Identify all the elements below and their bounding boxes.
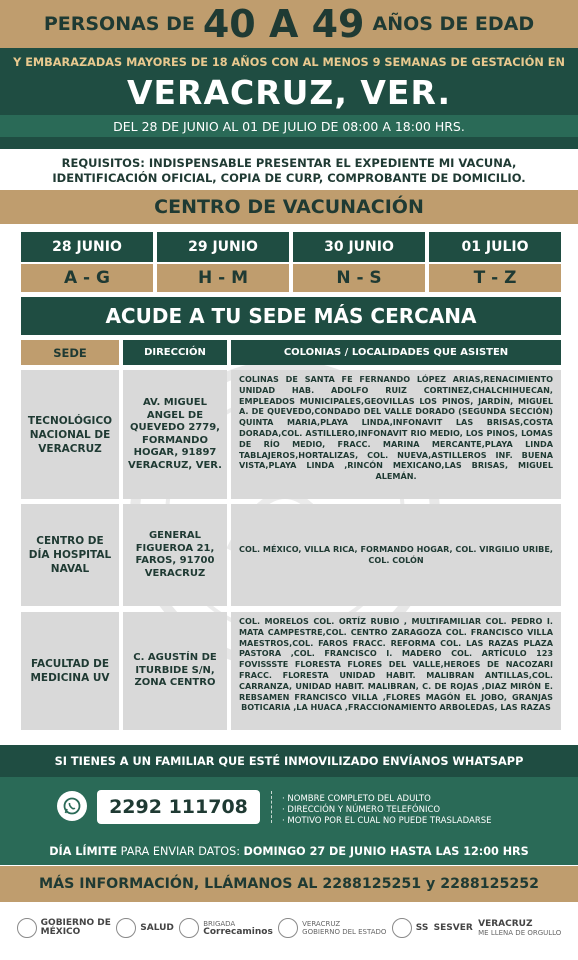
requirements-text <box>20 156 558 186</box>
deadline-label: DÍA LÍMITE <box>49 845 118 858</box>
salud-seal-icon <box>116 918 136 938</box>
schedule-letter-range: T - Z <box>429 264 561 292</box>
logo-subtext: ME LLENA DE ORGULLO <box>478 928 562 937</box>
logo-text: VERACRUZ <box>478 918 533 929</box>
sede-cell: CENTRO DE DÍA HOSPITAL NAVAL <box>21 504 119 606</box>
logo-brigada <box>179 918 273 938</box>
more-info-bar <box>0 866 578 902</box>
logos-row <box>0 908 578 948</box>
more-info-text: MÁS INFORMACIÓN, LLÁMANOS AL 2288125251 y 2288125252 <box>39 876 539 892</box>
centro-bar <box>0 190 578 224</box>
dates-strip: DEL 28 DE JUNIO AL 01 DE JULIO DE 08:00 A 18:00 HRS. <box>0 115 578 137</box>
roadrunner-icon <box>179 918 199 938</box>
schedule-date: 30 JUNIO <box>293 232 425 262</box>
logo-subtext: GOBIERNO DEL ESTADO <box>302 928 387 936</box>
deadline-value: DOMINGO 27 DE JUNIO HASTA LAS 12:00 HRS <box>243 845 529 858</box>
acude-title: ACUDE A TU SEDE MÁS CERCANA <box>21 297 561 335</box>
logo-text: SS <box>415 922 429 933</box>
logo-subtext: MÉXICO <box>40 927 81 937</box>
logo-salud <box>116 918 174 938</box>
direccion-cell: AV. MIGUEL ANGEL DE QUEVEDO 2779, FORMANDO HOGAR, 91897 VERACRUZ, VER. <box>123 370 227 499</box>
table-row <box>21 504 561 606</box>
sede-cell: TECNOLÓGICO NACIONAL DE VERACRUZ <box>21 370 119 499</box>
veracruz-shield-icon <box>278 918 298 938</box>
whatsapp-requirements-list <box>282 794 492 827</box>
deadline-text <box>0 845 578 858</box>
whatsapp-notice: SI TIENES A UN FAMILIAR QUE ESTÉ INMOVILIZADO ENVÍANOS WHATSAPP <box>0 745 578 777</box>
direccion-cell: C. AGUSTÍN DE ITURBIDE S/N, ZONA CENTRO <box>123 612 227 730</box>
table-row <box>21 612 561 730</box>
colonias-cell: COL. MÉXICO, VILLA RICA, FORMANDO HOGAR, COL. VIRGILIO URIBE, COL. COLÓN <box>231 504 561 606</box>
schedule-letter-range: N - S <box>293 264 425 292</box>
logo-text: GOBIERNO DE <box>40 918 111 928</box>
logo-gobierno-mexico <box>17 918 111 938</box>
colonias-cell: COLINAS DE SANTA FE FERNANDO LÓPEZ ARIAS,RENACIMIENTO UNIDAD HAB. ADOLFO RUIZ CORTINEZ,CHALCHIHUECAN, EMPLEADOS MUNICIPALES,GEOVILLAS LOS PINOS, JARDÍN, MIGUEL A. DE QUEVEDO,CONDADO DEL VALLE DORADO (SEGUNDA SECCIÓN) QUINTA MARIA,PLAYA LINDA,INFONAVIT LAS BRISAS,COSTA DORADA,COL. ASTILLERO,INFONAVIT RIO MEDIO, LOS PINOS, LOMAS DE RÍO MEDIO, FRACC. MARINA MERCANTE,PLAYA LINDA TABLAJEROS,HORTALIZAS, COL. NUEVA,ASTILLEROS INF. BUENA VISTA,PLAYA LINDA ,RINCÓN MEXICANO,LAS BRISAS, MIGUEL ALEMÁN. <box>231 370 561 499</box>
table-header <box>21 340 561 365</box>
header-sede: SEDE <box>21 340 119 365</box>
requirements-line-1: REQUISITOS: INDISPENSABLE PRESENTAR EL EXPEDIENTE MI VACUNA, <box>61 156 517 170</box>
logo-text: VERACRUZ <box>302 920 341 928</box>
logo-text: SALUD <box>140 922 174 933</box>
logo-ss <box>392 918 429 938</box>
header-direccion: DIRECCIÓN <box>123 340 227 365</box>
title-bar <box>0 0 578 48</box>
city-title: VERACRUZ, VER. <box>126 73 452 112</box>
centro-title: CENTRO DE VACUNACIÓN <box>154 196 424 218</box>
requirements-line-2: IDENTIFICACIÓN OFICIAL, COPIA DE CURP, COMPROBANTE DE DOMICILIO. <box>52 171 526 185</box>
logo-subtext: Correcaminos <box>203 926 273 937</box>
title-prefix: PERSONAS DE <box>43 13 195 35</box>
logo-text: BRIGADA <box>203 919 236 928</box>
sede-cell: FACULTAD DE MEDICINA UV <box>21 612 119 730</box>
divider <box>271 791 272 823</box>
logo-veracruz-gobierno <box>278 918 386 938</box>
city-block <box>0 48 578 149</box>
title-suffix: AÑOS DE EDAD <box>372 13 535 35</box>
deadline-mid: PARA ENVIAR DATOS: <box>117 845 244 858</box>
ss-seal-icon <box>392 918 412 938</box>
whatsapp-phone-number[interactable]: 2292 111708 <box>97 790 260 824</box>
table-row <box>21 370 561 499</box>
list-item: · MOTIVO POR EL CUAL NO PUEDE TRASLADARSE <box>282 816 492 826</box>
direccion-cell: GENERAL FIGUEROA 21, FAROS, 91700 VERACRUZ <box>123 504 227 606</box>
schedule-letter-range: H - M <box>157 264 289 292</box>
whatsapp-icon <box>57 791 87 821</box>
schedule-letter-range: A - G <box>21 264 153 292</box>
schedule-letters <box>21 264 561 292</box>
schedule-date: 28 JUNIO <box>21 232 153 262</box>
age-range: 40 A 49 <box>202 2 365 46</box>
subtitle: Y EMBARAZADAS MAYORES DE 18 AÑOS CON AL MENOS 9 SEMANAS DE GESTACIÓN EN <box>13 56 565 69</box>
eagle-seal-icon <box>17 918 37 938</box>
schedule-date: 01 JULIO <box>429 232 561 262</box>
schedule-date: 29 JUNIO <box>157 232 289 262</box>
schedule-dates <box>21 232 561 262</box>
logo-text: SESVER <box>433 922 473 933</box>
header-colonias: COLONIAS / LOCALIDADES QUE ASISTEN <box>231 340 561 365</box>
colonias-cell: COL. MORELOS COL. ORTÍZ RUBIO , MULTIFAMILIAR COL. PEDRO I. MATA CAMPESTRE,COL. CENTRO ZARAGOZA COL. FRANCISCO VILLA MAESTROS,COL. FAROS FRACC. REFORMA COL. LAS RAZAS PLAZA PASTORA ,COL. FRANCISCO I. MADERO COL. ARTÍCULO 123 FOVISSSTE FLORESTA FLORES DEL VALLE,HEROES DE NACOZARI FRACC. FLORESTA UNIDAD HABIT. MALIBRAN ANTILLAS,COL. CARRANZA, UNIDAD HABIT. MALIBRAN, C. DE ROJAS ,DIAZ MIRÓN E. REBSAMEN FRANCISCO VILLA ,FLORES MAGÓN EL JOBO, GRANJAS BOTICARIA ,LA HUACA ,FRACCIONAMIENTO ARBOLEDAS, LAS RAZAS <box>231 612 561 730</box>
list-item: · NOMBRE COMPLETO DEL ADULTO <box>282 794 431 804</box>
list-item: · DIRECCIÓN Y NÚMERO TELEFÓNICO <box>282 805 441 815</box>
contact-block <box>0 777 578 865</box>
logo-veracruz-orgullo <box>478 920 561 937</box>
logo-sesver <box>434 924 473 933</box>
